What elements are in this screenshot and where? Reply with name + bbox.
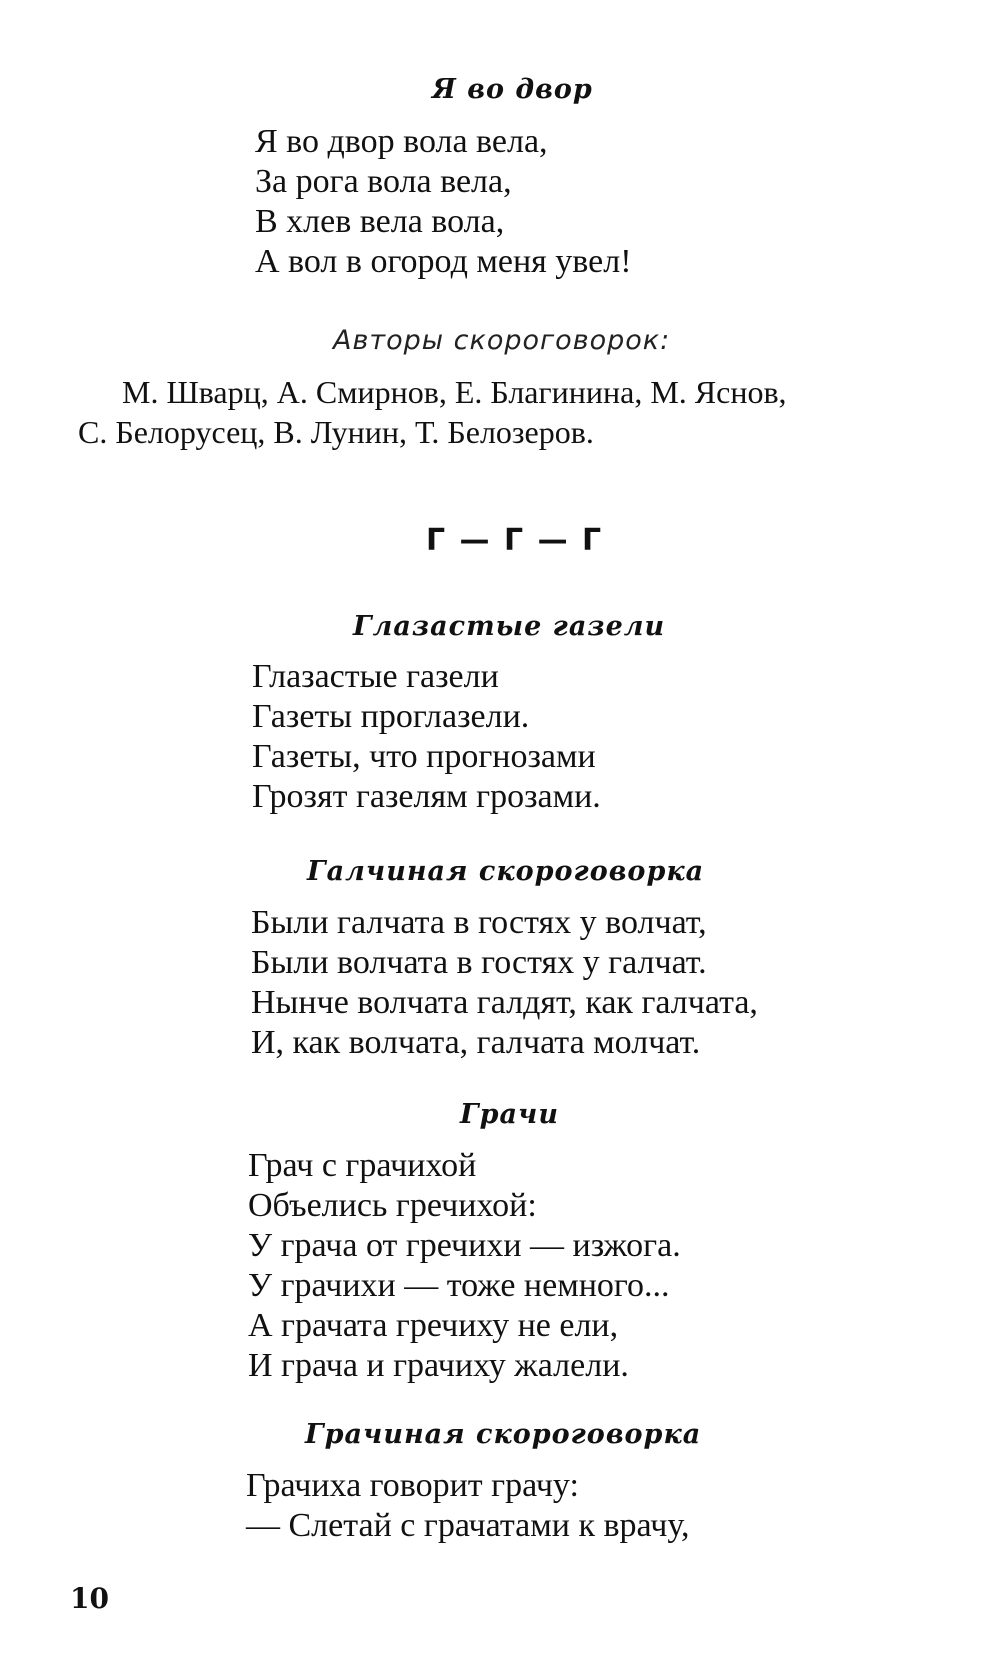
poem-title-grachinaya: Грачиная скороговорка [305, 1419, 702, 1450]
verse-line: Грозят газелям грозами. [252, 778, 601, 815]
poem-verse-glazastye-gazeli [252, 657, 601, 817]
poem-title-galchinaya: Галчиная скороговорка [307, 856, 705, 887]
verse-line: Были волчата в гостях у галчат. [251, 944, 707, 981]
authors-line-2: С. Белорусец, В. Лунин, Т. Белозеров. [78, 414, 594, 450]
verse-line: У грачихи — тоже немного... [248, 1267, 670, 1304]
poem-title-ya-vo-dvor: Я во двор [432, 74, 593, 105]
verse-line: Грач с грачихой [248, 1147, 477, 1184]
poem-verse-grachinaya [246, 1466, 689, 1546]
authors-heading: Авторы скороговорок: [333, 325, 671, 356]
authors-line-1: М. Шварц, А. Смирнов, Е. Благинина, М. Яснов, [122, 374, 787, 410]
verse-line: Грачиха говорит грачу: [246, 1467, 579, 1504]
verse-line: За рога вола вела, [255, 163, 512, 200]
poem-title-glazastye-gazeli: Глазастые газели [353, 611, 666, 642]
verse-line: У грача от гречихи — изжога. [248, 1227, 681, 1264]
verse-line: В хлев вела вола, [255, 203, 505, 240]
verse-line: И, как волчата, галчата молчат. [251, 1024, 701, 1061]
poem-verse-grachi [248, 1146, 681, 1386]
verse-line: Газеты проглазели. [252, 698, 530, 735]
verse-line: Объелись гречихой: [248, 1187, 537, 1224]
verse-line: Газеты, что прогнозами [252, 738, 596, 775]
poem-title-grachi: Грачи [460, 1099, 559, 1130]
verse-line: И грача и грачиху жалели. [248, 1347, 629, 1384]
page-number: 10 [70, 1582, 109, 1615]
verse-line: Глазастые газели [252, 658, 499, 695]
verse-line: А грачата гречиху не ели, [248, 1307, 619, 1344]
section-heading: Г — Г — Г [426, 523, 604, 558]
verse-line: Нынче волчата галдят, как галчата, [251, 984, 758, 1021]
poem-verse-galchinaya [251, 903, 758, 1063]
verse-line: — Слетай с грачатами к врачу, [246, 1507, 690, 1544]
verse-line: А вол в огород меня увел! [255, 243, 632, 280]
verse-line: Я во двор вола вела, [255, 123, 548, 160]
verse-line: Были галчата в гостях у волчат, [251, 904, 707, 941]
poem-verse-ya-vo-dvor [255, 122, 632, 282]
